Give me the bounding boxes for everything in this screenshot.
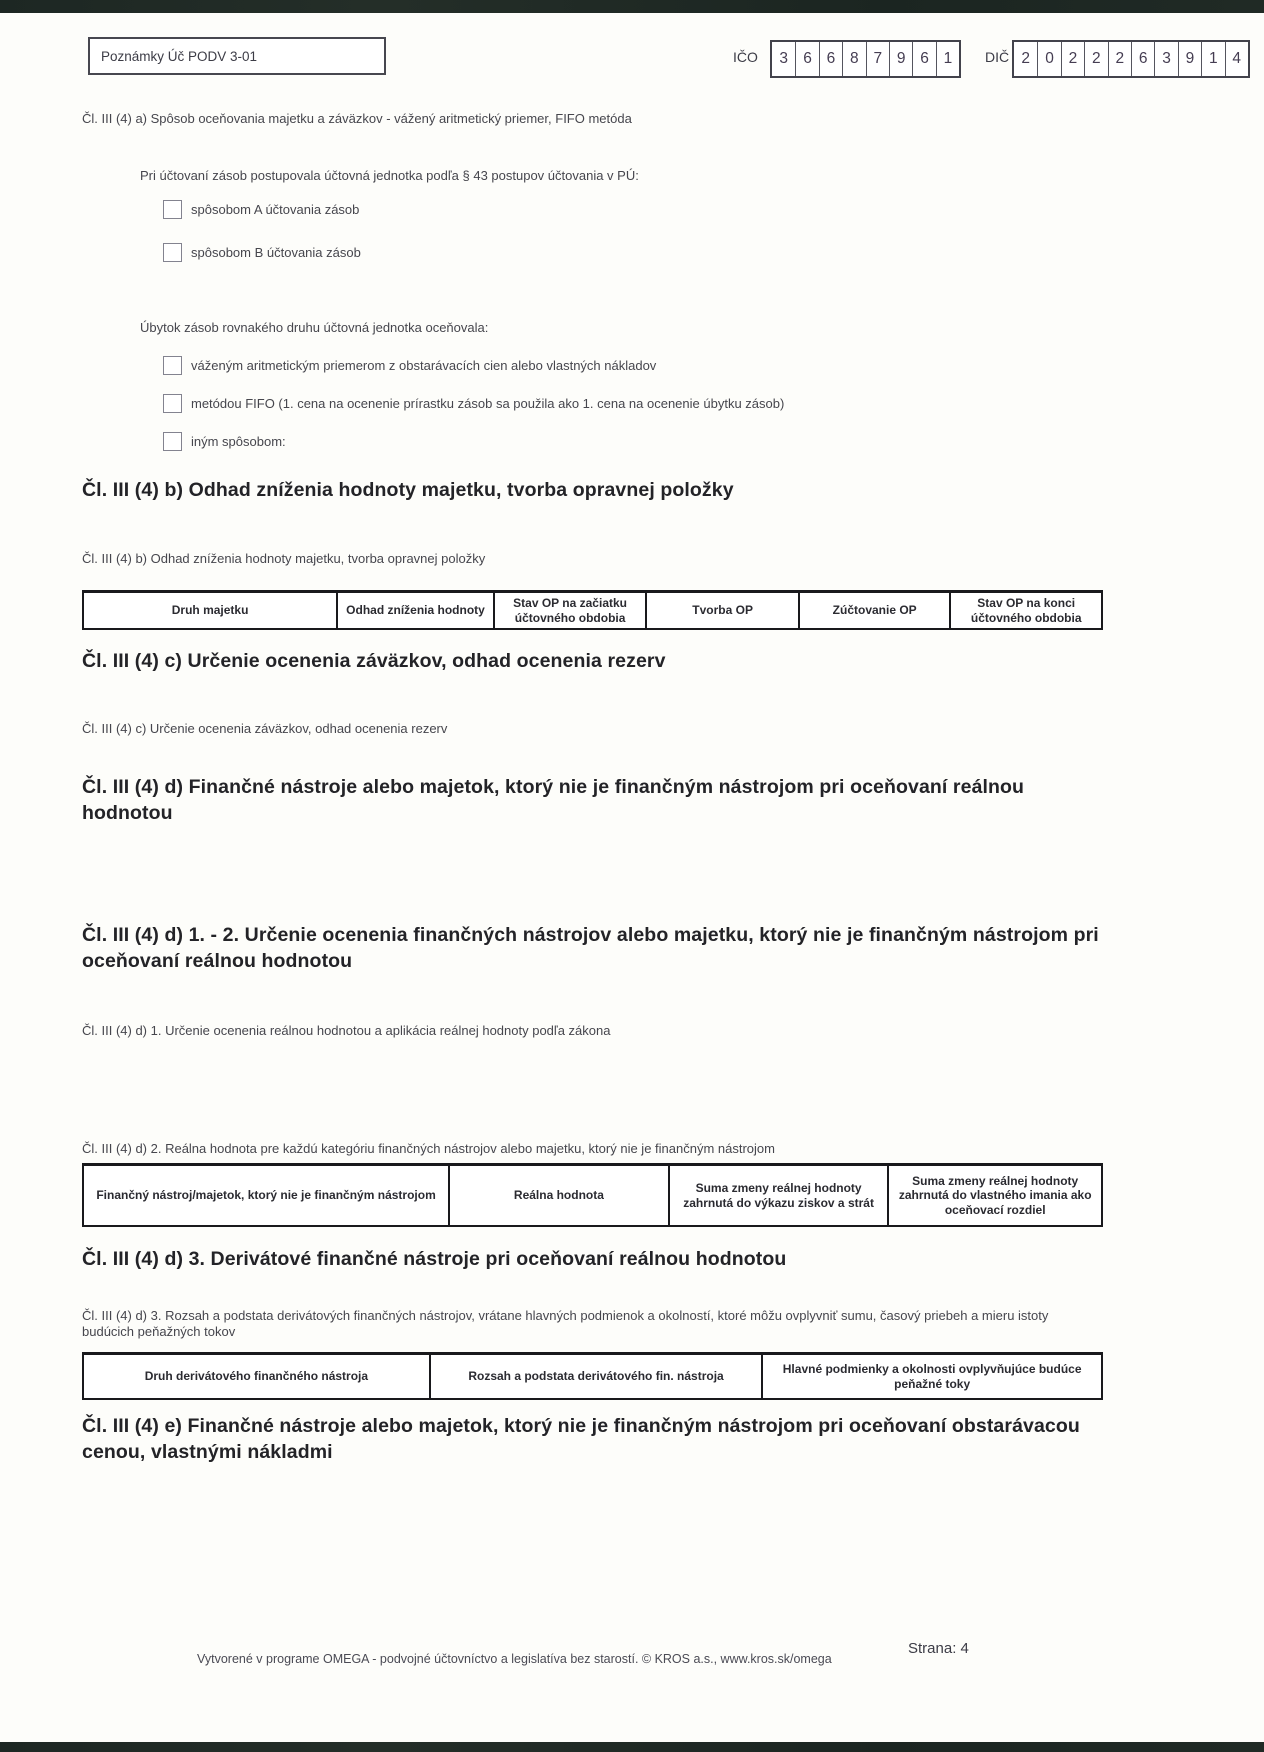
derivaty-table xyxy=(82,1352,1103,1400)
realna-hodnota-table xyxy=(82,1163,1103,1227)
form-title-box xyxy=(88,37,386,75)
option-row xyxy=(163,394,784,413)
column-header: Suma zmeny reálnej hodnoty zahrnutá do vlastného imania ako oceňovací rozdiel xyxy=(887,1166,1101,1225)
ico-digit: 8 xyxy=(842,42,865,76)
footer-credit: Vytvorené v programe OMEGA - podvojné účtovníctvo a legislatíva bez starostí. © KROS a.s., www.kros.sk/omega xyxy=(197,1652,832,1666)
section-d2-subtext: Čl. III (4) d) 2. Reálna hodnota pre každú kategóriu finančných nástrojov alebo majetku, ktorý nie je finančným nástrojom xyxy=(82,1141,775,1156)
column-header: Tvorba OP xyxy=(645,593,798,628)
ico-digit: 9 xyxy=(889,42,912,76)
ico-digit-boxes xyxy=(770,40,961,78)
section-a-intro: Čl. III (4) a) Spôsob oceňovania majetku a záväzkov - vážený aritmetický priemer, FIFO metóda xyxy=(82,111,632,126)
opravne-polozky-table xyxy=(82,590,1103,630)
checkbox-vazeny-priemer[interactable] xyxy=(163,356,182,375)
section-c-heading: Čl. III (4) c) Určenie ocenenia záväzkov, odhad ocenenia rezerv xyxy=(82,650,666,672)
dic-digit: 0 xyxy=(1037,42,1060,76)
section-b-heading: Čl. III (4) b) Odhad zníženia hodnoty majetku, tvorba opravnej položky xyxy=(82,479,734,501)
checkbox-label: váženým aritmetickým priemerom z obstarávacích cien alebo vlastných nákladov xyxy=(191,358,657,373)
section-d3-subtext: Čl. III (4) d) 3. Rozsah a podstata derivátových finančných nástrojov, vrátane hlavných podmienok a okolností, ktoré môžu ovplyvniť sumu, časový priebeh a mieru istoty budúcich peňažných tokov xyxy=(82,1308,1049,1340)
checkbox-metoda-fifo[interactable] xyxy=(163,394,182,413)
column-header: Stav OP na začiatku účtovného obdobia xyxy=(493,593,646,628)
scan-edge-top xyxy=(0,0,1264,13)
section-a-question2: Úbytok zásob rovnakého druhu účtovná jednotka oceňovala: xyxy=(140,320,489,335)
dic-digit: 1 xyxy=(1201,42,1224,76)
checkbox-label: iným spôsobom: xyxy=(191,434,286,449)
column-header: Suma zmeny reálnej hodnoty zahrnutá do výkazu ziskov a strát xyxy=(668,1166,888,1225)
ico-digit: 6 xyxy=(912,42,935,76)
section-d3-heading: Čl. III (4) d) 3. Derivátové finančné nástroje pri oceňovaní reálnou hodnotou xyxy=(82,1248,787,1270)
ico-label: IČO xyxy=(733,49,758,65)
checkbox-sposob-a[interactable] xyxy=(163,200,182,219)
form-title: Poznámky Úč PODV 3-01 xyxy=(101,48,258,64)
section-d-heading: Čl. III (4) d) Finančné nástroje alebo majetok, ktorý nie je finančným nástrojom pri oceňovaní reálnou hodnotou xyxy=(82,776,1025,825)
page-number: Strana: 4 xyxy=(908,1640,969,1657)
checkbox-label: metódou FIFO (1. cena na ocenenie prírastku zásob sa použila ako 1. cena na ocenenie úbytku zásob) xyxy=(191,396,785,411)
section-d12-heading: Čl. III (4) d) 1. - 2. Určenie ocenenia finančných nástrojov alebo majetku, ktorý nie je finančným nástrojom pri oceňovaní reálnou hodnotou xyxy=(82,924,1099,973)
column-header: Rozsah a podstata derivátového fin. nástroja xyxy=(429,1355,762,1398)
ico-digit: 7 xyxy=(866,42,889,76)
column-header: Odhad zníženia hodnoty xyxy=(336,593,493,628)
option-row xyxy=(163,243,361,262)
ico-digit: 6 xyxy=(795,42,818,76)
dic-digit: 6 xyxy=(1131,42,1154,76)
column-header: Zúčtovanie OP xyxy=(798,593,950,628)
ico-digit: 1 xyxy=(936,42,959,76)
dic-digit: 9 xyxy=(1178,42,1201,76)
dic-digit: 2 xyxy=(1061,42,1084,76)
dic-digit: 2 xyxy=(1108,42,1131,76)
option-row xyxy=(163,432,286,451)
dic-label: DIČ xyxy=(985,49,1010,65)
section-b-subtext: Čl. III (4) b) Odhad zníženia hodnoty majetku, tvorba opravnej položky xyxy=(82,551,486,566)
column-header: Druh majetku xyxy=(171,603,249,618)
column-header: Druh derivátového finančného nástroja xyxy=(144,1369,369,1384)
dic-digit: 2 xyxy=(1021,50,1030,67)
section-e-heading: Čl. III (4) e) Finančné nástroje alebo majetok, ktorý nie je finančným nástrojom pri oceňovaní obstarávacou cenou, vlastnými nákladmi xyxy=(82,1415,1080,1464)
ico-digit: 3 xyxy=(779,50,788,67)
section-a-question1: Pri účtovaní zásob postupovala účtovná jednotka podľa § 43 postupov účtovania v PÚ: xyxy=(140,168,639,183)
dic-digit-boxes xyxy=(1012,40,1250,78)
column-header: Stav OP na konci účtovného obdobia xyxy=(949,593,1101,628)
section-d1-subtext: Čl. III (4) d) 1. Určenie ocenenia reálnou hodnotou a aplikácia reálnej hodnoty podľa zákona xyxy=(82,1023,611,1038)
dic-digit: 4 xyxy=(1225,42,1248,76)
section-c-subtext: Čl. III (4) c) Určenie ocenenia záväzkov, odhad ocenenia rezerv xyxy=(82,721,448,736)
ico-digit: 6 xyxy=(819,42,842,76)
dic-digit: 2 xyxy=(1084,42,1107,76)
scan-edge-bottom xyxy=(0,1742,1264,1752)
column-header: Finančný nástroj/majetok, ktorý nie je finančným nástrojom xyxy=(96,1188,436,1203)
option-row xyxy=(163,356,656,375)
checkbox-label: spôsobom A účtovania zásob xyxy=(191,202,360,217)
column-header: Reálna hodnota xyxy=(448,1166,668,1225)
checkbox-sposob-b[interactable] xyxy=(163,243,182,262)
dic-digit: 3 xyxy=(1154,42,1177,76)
checkbox-label: spôsobom B účtovania zásob xyxy=(191,245,361,260)
option-row xyxy=(163,200,359,219)
checkbox-iny-sposob[interactable] xyxy=(163,432,182,451)
column-header: Hlavné podmienky a okolnosti ovplyvňujúce budúce peňažné toky xyxy=(761,1355,1101,1398)
